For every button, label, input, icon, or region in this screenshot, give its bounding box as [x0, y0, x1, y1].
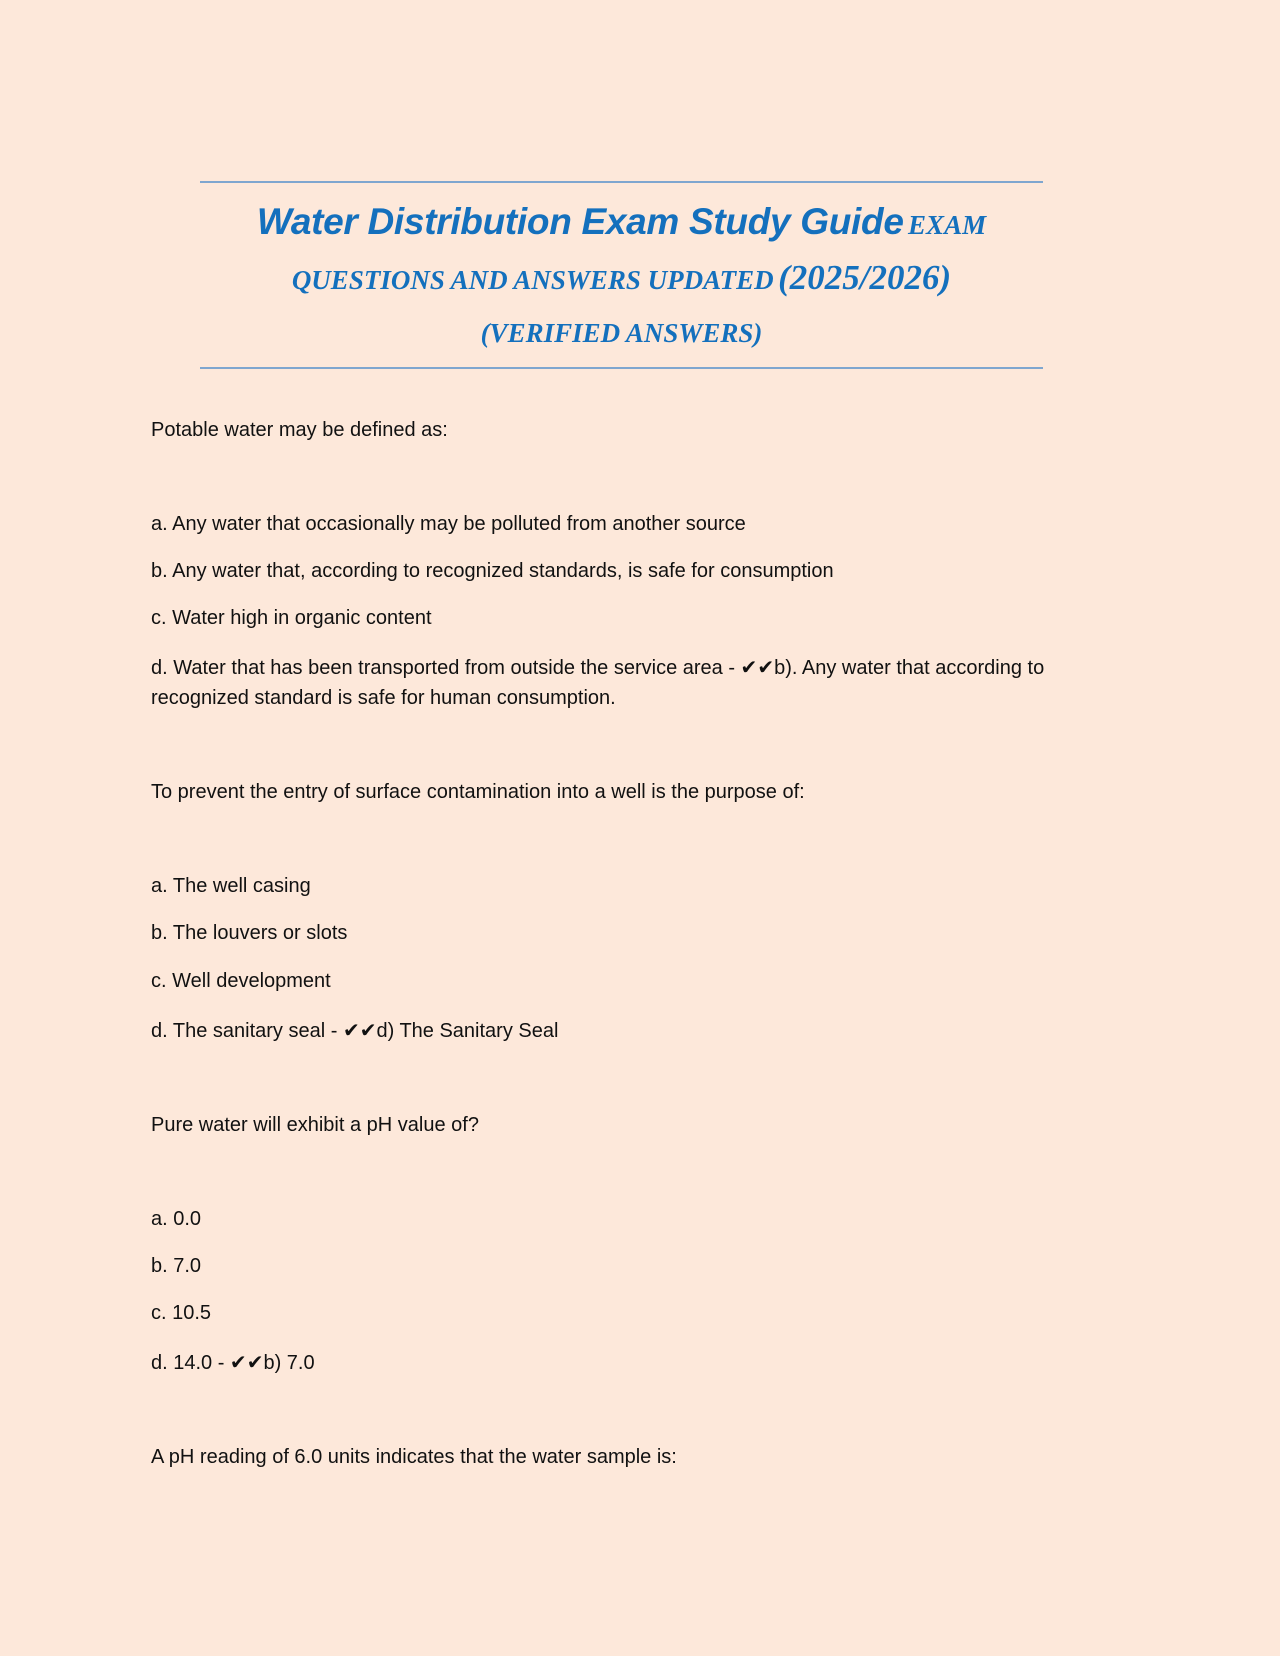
- answer-option: c. 10.5: [151, 1302, 212, 1324]
- answer-option: c. Well development: [151, 970, 331, 992]
- answer-option-with-answer: d. The sanitary seal - ✔✔d) The Sanitary Seal: [151, 1020, 559, 1042]
- title-sub-verified: (VERIFIED ANSWERS): [480, 318, 763, 348]
- title-rule-top: [200, 181, 1043, 183]
- title-rule-bottom: [200, 367, 1043, 369]
- answer-option: a. 0.0: [151, 1208, 202, 1230]
- answer-option: b. 7.0: [151, 1255, 202, 1277]
- answer-option: a. Any water that occasionally may be polluted from another source: [151, 513, 746, 535]
- answer-option-with-answer: d. Water that has been transported from outside the service area - ✔✔b). Any water that according to recognized standard is safe for human consumption.: [151, 657, 1045, 709]
- title-sub-exam: EXAM: [908, 210, 987, 240]
- question-prompt: Pure water will exhibit a pH value of?: [151, 1114, 479, 1136]
- question-prompt: To prevent the entry of surface contamination into a well is the purpose of:: [151, 781, 805, 803]
- title-sub-year: (2025/2026): [778, 258, 952, 297]
- answer-option-with-answer: d. 14.0 - ✔✔b) 7.0: [151, 1352, 315, 1374]
- answer-option: b. Any water that, according to recognized standards, is safe for consumption: [151, 560, 834, 582]
- answer-option: a. The well casing: [151, 875, 311, 897]
- answer-option: b. The louvers or slots: [151, 922, 348, 944]
- title-main: Water Distribution Exam Study Guide: [256, 201, 904, 242]
- answer-option: c. Water high in organic content: [151, 607, 432, 629]
- document-title: [200, 198, 1043, 362]
- title-sub-qa: QUESTIONS AND ANSWERS UPDATED: [291, 265, 774, 295]
- question-prompt: Potable water may be defined as:: [151, 419, 448, 441]
- question-prompt: A pH reading of 6.0 units indicates that the water sample is:: [151, 1446, 677, 1468]
